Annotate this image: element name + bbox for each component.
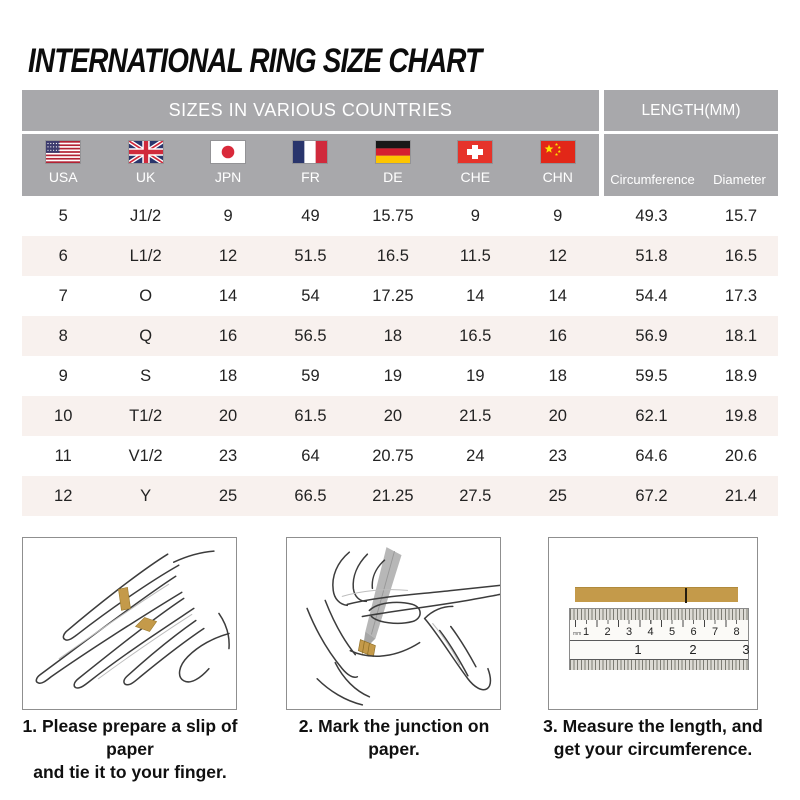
table-cell: 56.5	[294, 326, 327, 345]
table-cell: 18.1	[724, 326, 758, 345]
table-cell: 62.1	[635, 406, 668, 425]
table-row	[22, 476, 778, 516]
usa-flag-icon	[46, 141, 80, 163]
column-label: DE	[383, 169, 403, 185]
column-usa	[22, 134, 104, 196]
step-2-caption	[274, 715, 514, 761]
table-cell: L1/2	[129, 246, 162, 265]
table-cell: 54.4	[635, 286, 668, 305]
table-cell: 19.8	[724, 406, 758, 425]
table-cell: 18	[383, 326, 403, 345]
table-cell: 12	[218, 246, 238, 265]
table-cell: 20	[383, 406, 403, 425]
table-cell: 15.75	[372, 206, 414, 225]
table-cell: J1/2	[130, 206, 162, 225]
table-cell: 27.5	[459, 486, 492, 505]
table-cell: 21.5	[459, 406, 492, 425]
table-cell: 11	[54, 446, 72, 465]
table-cell: 14	[466, 286, 485, 305]
length-group-header: LENGTH(MM)	[604, 90, 778, 131]
table-cell: 9	[553, 206, 563, 225]
table-cell: 51.5	[294, 246, 327, 265]
ruler-cm-number: 4	[647, 626, 654, 638]
table-cell: 5	[58, 206, 68, 225]
table-cell: 20	[548, 406, 567, 425]
table-cell: 12	[54, 486, 73, 505]
hand-with-paper-slip-icon	[23, 538, 236, 709]
ruler-inch-number: 1	[634, 642, 642, 657]
table-row	[22, 276, 778, 316]
table-cell: 20.75	[372, 446, 414, 465]
table-cell: 17.25	[372, 286, 414, 305]
table-cell: 20.6	[724, 446, 758, 465]
ruler-inch-scale	[570, 641, 748, 659]
length-columns-header	[604, 134, 778, 196]
table-row	[22, 396, 778, 436]
marking-paper-with-pencil-icon	[287, 538, 500, 709]
table-cell: 64.6	[635, 446, 668, 465]
ruler-cm-number: 5	[668, 626, 676, 638]
germany-flag-icon	[376, 141, 410, 163]
paper-strip	[575, 587, 738, 602]
column-fr	[269, 134, 351, 196]
table-cell: 51.8	[635, 246, 668, 265]
caption-line: 2. Mark the junction on paper.	[298, 716, 490, 760]
table-cell: 23	[218, 446, 238, 465]
china-flag-icon	[541, 141, 575, 163]
column-uk	[104, 134, 186, 196]
table-cell: 15.7	[724, 206, 758, 225]
ruler-cm-number: 1	[582, 626, 590, 638]
table-cell: 8	[58, 326, 68, 345]
table-cell: 18	[218, 366, 238, 385]
column-che	[434, 134, 516, 196]
table-cell: 12	[548, 246, 567, 265]
table-cell: 11.5	[459, 246, 491, 265]
step-1-illustration	[22, 537, 237, 710]
table-cell: 16	[548, 326, 567, 345]
table-cell: 20	[218, 406, 238, 425]
table-cell: 59	[301, 366, 320, 385]
column-label: FR	[301, 169, 320, 185]
table-cell: Y	[140, 486, 152, 505]
ruler-cm-number: 3	[625, 626, 633, 638]
ruler-cm-number: 7	[711, 626, 719, 638]
page-title: INTERNATIONAL RING SIZE CHART	[28, 42, 482, 80]
table-cell: 9	[223, 206, 233, 225]
column-de	[352, 134, 434, 196]
table-cell: 67.2	[635, 486, 668, 505]
table-cell: 56.9	[635, 326, 668, 345]
table-cell: S	[140, 366, 152, 385]
table-cell: 23	[548, 446, 567, 465]
japan-flag-icon	[211, 141, 245, 163]
table-cell: 19	[466, 366, 485, 385]
table-cell: 9	[470, 206, 480, 225]
column-label: JPN	[214, 169, 242, 185]
ruler	[569, 608, 749, 670]
caption-line: 3. Measure the length, and	[543, 716, 763, 736]
table-row	[22, 196, 778, 236]
table-cell: 24	[466, 446, 485, 465]
diameter-column-label: Diameter	[713, 172, 766, 187]
caption-line: 1. Please prepare a slip of paper	[22, 716, 238, 760]
table-cell: 6	[58, 246, 68, 265]
column-label: CHE	[460, 169, 491, 185]
table-cell: 16	[218, 326, 238, 345]
table-cell: 16.5	[724, 246, 758, 265]
table-row	[22, 316, 778, 356]
table-column-header	[22, 134, 778, 196]
table-cell: 9	[58, 366, 68, 385]
step-1-caption	[0, 715, 260, 784]
ruler-cm-scale	[570, 620, 748, 641]
switzerland-flag-icon	[458, 141, 492, 163]
strip-mark	[685, 588, 687, 603]
table-cell: 7	[58, 286, 68, 305]
table-cell: 21.4	[724, 486, 758, 505]
table-cell: 49	[301, 206, 320, 225]
table-group-header	[22, 90, 778, 131]
table-cell: 16.5	[376, 246, 409, 265]
step-3-illustration	[548, 537, 758, 710]
column-label: UK	[135, 169, 156, 185]
ruler-cm-number: 6	[690, 626, 697, 638]
ruler-cm-number: 2	[604, 626, 611, 638]
table-cell: Q	[139, 326, 153, 345]
column-label: CHN	[542, 169, 573, 185]
table-cell: 59.5	[635, 366, 668, 385]
ruler-unit-label: mm	[573, 631, 582, 637]
table-cell: 14	[218, 286, 238, 305]
circumference-column-label: Circumference	[610, 172, 695, 187]
table-cell: 25	[218, 486, 238, 505]
ruler-fine-ticks-bottom	[570, 659, 748, 670]
france-flag-icon	[293, 141, 327, 163]
table-cell: V1/2	[128, 446, 163, 465]
table-row	[22, 356, 778, 396]
table-cell: 18	[548, 366, 567, 385]
table-cell: 66.5	[294, 486, 327, 505]
table-cell: 25	[548, 486, 567, 505]
table-cell: 19	[383, 366, 403, 385]
caption-line: get your circumference.	[553, 739, 753, 760]
sizes-group-header: SIZES IN VARIOUS COUNTRIES	[22, 90, 599, 131]
table-cell: 64	[301, 446, 320, 465]
caption-line: and tie it to your finger.	[33, 762, 227, 783]
table-cell: 49.3	[635, 206, 668, 225]
table-cell: 16.5	[459, 326, 492, 345]
table-cell: O	[139, 286, 153, 305]
table-cell: 14	[548, 286, 567, 305]
table-cell: 21.25	[372, 486, 414, 505]
table-body	[22, 196, 778, 516]
table-cell: 54	[301, 286, 320, 305]
uk-flag-icon	[129, 141, 163, 163]
step-3-caption	[525, 715, 781, 761]
column-label: USA	[48, 169, 78, 185]
ruler-inch-number: 3	[742, 642, 750, 657]
table-row	[22, 436, 778, 476]
table-cell: T1/2	[129, 406, 163, 425]
ruler-cm-number: 8	[733, 626, 740, 638]
ruler-inch-number: 2	[689, 642, 697, 657]
step-2-illustration	[286, 537, 501, 710]
column-jpn	[187, 134, 269, 196]
column-chn	[517, 134, 599, 196]
table-cell: 18.9	[724, 366, 758, 385]
table-cell: 61.5	[294, 406, 327, 425]
ruler-fine-ticks-top	[570, 609, 748, 620]
table-row	[22, 236, 778, 276]
table-cell: 17.3	[724, 286, 758, 305]
table-cell: 10	[54, 406, 73, 425]
flags-row	[22, 134, 599, 196]
